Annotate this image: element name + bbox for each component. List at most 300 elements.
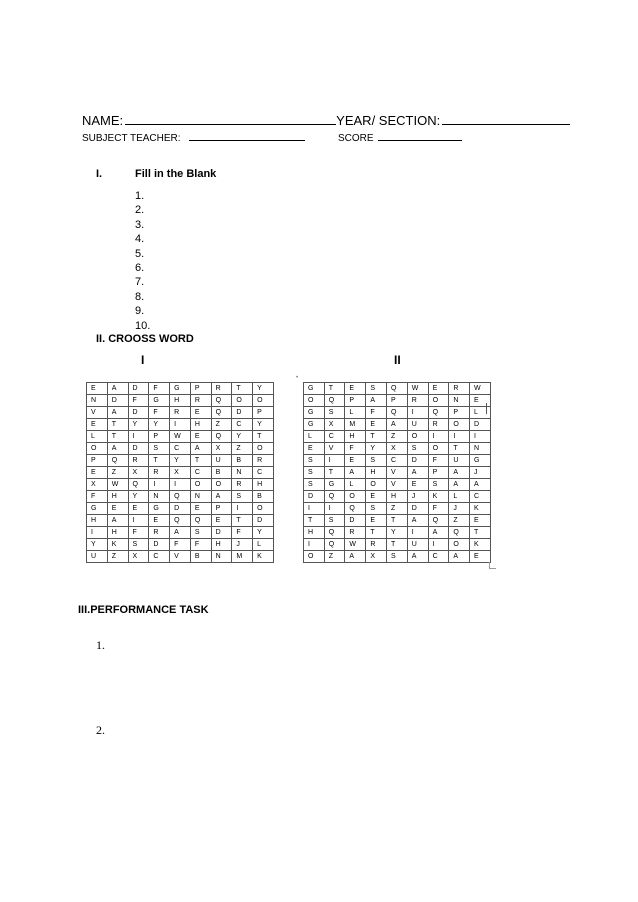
grid-cell[interactable]: I: [407, 407, 428, 419]
grid-cell[interactable]: Q: [324, 491, 345, 503]
grid-cell[interactable]: R: [232, 479, 253, 491]
grid-cell[interactable]: Q: [190, 515, 211, 527]
grid-cell[interactable]: H: [87, 515, 108, 527]
grid-cell[interactable]: S: [304, 455, 325, 467]
grid-cell[interactable]: O: [449, 419, 470, 431]
grid-cell[interactable]: Q: [107, 455, 128, 467]
grid-cell[interactable]: F: [190, 539, 211, 551]
grid-cell[interactable]: S: [149, 443, 170, 455]
grid-cell[interactable]: Q: [211, 431, 232, 443]
task-item: 1.: [96, 638, 105, 652]
grid-cell[interactable]: E: [470, 395, 491, 407]
grid-cell[interactable]: P: [190, 383, 211, 395]
grid-cell[interactable]: Y: [128, 491, 149, 503]
grid-cell[interactable]: A: [190, 443, 211, 455]
grid-row: [87, 407, 274, 419]
grid-cell[interactable]: D: [407, 455, 428, 467]
grid-cell[interactable]: D: [128, 443, 149, 455]
grid-cell[interactable]: O: [87, 443, 108, 455]
grid-cell[interactable]: T: [253, 431, 274, 443]
grid-cell[interactable]: Q: [170, 491, 191, 503]
grid-cell[interactable]: H: [387, 491, 408, 503]
grid-cell[interactable]: W: [345, 539, 366, 551]
grid-cell[interactable]: E: [87, 383, 108, 395]
list-item: 2.: [135, 204, 145, 217]
list-item: 9.: [135, 305, 145, 318]
grid-cell[interactable]: F: [366, 407, 387, 419]
grid-cell[interactable]: N: [87, 395, 108, 407]
grid-cell[interactable]: T: [387, 515, 408, 527]
grid-cell[interactable]: T: [304, 515, 325, 527]
grid-cell[interactable]: E: [190, 503, 211, 515]
name-blank[interactable]: [125, 114, 336, 125]
grid1-label: I: [141, 353, 145, 367]
grid-cell[interactable]: F: [170, 539, 191, 551]
grid-cell[interactable]: E: [470, 551, 491, 563]
grid-row: [304, 395, 491, 407]
grid-cell[interactable]: A: [407, 515, 428, 527]
grid-row: [304, 479, 491, 491]
grid-cell[interactable]: Q: [428, 515, 449, 527]
grid-cell[interactable]: S: [428, 479, 449, 491]
grid-cell[interactable]: K: [428, 491, 449, 503]
grid-cell[interactable]: C: [470, 491, 491, 503]
grid-cell[interactable]: H: [170, 395, 191, 407]
grid-cell[interactable]: L: [345, 407, 366, 419]
list-item: 1.: [135, 190, 145, 202]
grid-cell[interactable]: Z: [387, 431, 408, 443]
grid-cell[interactable]: E: [211, 515, 232, 527]
grid-cell[interactable]: S: [366, 455, 387, 467]
grid-row: [304, 407, 491, 419]
grid-cell[interactable]: A: [449, 551, 470, 563]
grid-cell[interactable]: W: [170, 431, 191, 443]
grid-cell[interactable]: H: [253, 479, 274, 491]
grid-cell[interactable]: E: [428, 383, 449, 395]
grid-cell[interactable]: U: [407, 419, 428, 431]
grid-cell[interactable]: S: [304, 479, 325, 491]
grid-row: [304, 443, 491, 455]
grid-cell[interactable]: I: [324, 503, 345, 515]
grid-cell[interactable]: H: [366, 467, 387, 479]
grid-row: [304, 383, 491, 395]
grid-cell[interactable]: Q: [324, 395, 345, 407]
grid-cell[interactable]: Q: [128, 479, 149, 491]
grid-cell[interactable]: J: [470, 467, 491, 479]
grid-cell[interactable]: T: [324, 467, 345, 479]
grid-cell[interactable]: E: [190, 407, 211, 419]
grid-cell[interactable]: R: [449, 383, 470, 395]
grid-cell[interactable]: S: [407, 443, 428, 455]
grid-cell[interactable]: A: [107, 407, 128, 419]
grid-cell[interactable]: Y: [366, 443, 387, 455]
grid-cell[interactable]: Y: [387, 527, 408, 539]
grid-cell[interactable]: Z: [324, 551, 345, 563]
grid-row: [304, 419, 491, 431]
grid-cell[interactable]: V: [170, 551, 191, 563]
grid-cell[interactable]: P: [149, 431, 170, 443]
grid-cell[interactable]: E: [407, 479, 428, 491]
grid-cell[interactable]: I: [149, 479, 170, 491]
grid-cell[interactable]: J: [232, 539, 253, 551]
grid-cell[interactable]: F: [128, 527, 149, 539]
grid-cell[interactable]: O: [428, 443, 449, 455]
grid-cell[interactable]: K: [107, 539, 128, 551]
grid-cell[interactable]: V: [387, 479, 408, 491]
grid-cell[interactable]: G: [149, 395, 170, 407]
grid-cell[interactable]: I: [304, 539, 325, 551]
grid-cell[interactable]: A: [449, 479, 470, 491]
grid-cell[interactable]: F: [87, 491, 108, 503]
grid-cell[interactable]: I: [470, 431, 491, 443]
grid-cell[interactable]: D: [107, 395, 128, 407]
grid-cell[interactable]: C: [428, 551, 449, 563]
grid-cell[interactable]: A: [107, 443, 128, 455]
grid-cell[interactable]: E: [107, 503, 128, 515]
list-item: 10.: [135, 319, 151, 332]
grid-cell[interactable]: Q: [449, 527, 470, 539]
grid-cell[interactable]: I: [232, 503, 253, 515]
grid-cell[interactable]: P: [87, 455, 108, 467]
grid-cell[interactable]: I: [324, 455, 345, 467]
grid-cell[interactable]: A: [449, 467, 470, 479]
grid-cell[interactable]: V: [87, 407, 108, 419]
grid-cell[interactable]: G: [304, 419, 325, 431]
grid-cell[interactable]: R: [345, 527, 366, 539]
grid-cell[interactable]: N: [470, 443, 491, 455]
grid-cell[interactable]: I: [128, 431, 149, 443]
grid-cell[interactable]: T: [387, 539, 408, 551]
grid-cell[interactable]: T: [324, 383, 345, 395]
grid-cell[interactable]: G: [170, 383, 191, 395]
grid-cell[interactable]: L: [449, 491, 470, 503]
grid-cell[interactable]: G: [470, 455, 491, 467]
grid-cell[interactable]: V: [387, 467, 408, 479]
grid-cell[interactable]: A: [345, 551, 366, 563]
grid-cell[interactable]: Q: [387, 383, 408, 395]
grid-cell[interactable]: U: [407, 539, 428, 551]
grid-cell[interactable]: H: [190, 419, 211, 431]
grid-cell[interactable]: F: [345, 443, 366, 455]
grid-cell[interactable]: K: [253, 551, 274, 563]
grid-cell[interactable]: Q: [211, 395, 232, 407]
grid-cell[interactable]: B: [253, 491, 274, 503]
grid-cell[interactable]: J: [407, 491, 428, 503]
grid-cell[interactable]: U: [87, 551, 108, 563]
grid-cell[interactable]: K: [470, 539, 491, 551]
grid-cell[interactable]: S: [324, 515, 345, 527]
grid-cell[interactable]: S: [387, 551, 408, 563]
grid-cell[interactable]: N: [449, 395, 470, 407]
grid-cell[interactable]: D: [232, 407, 253, 419]
grid-cell[interactable]: F: [428, 503, 449, 515]
grid-cell[interactable]: X: [211, 443, 232, 455]
grid-cell[interactable]: A: [345, 467, 366, 479]
grid-cell[interactable]: P: [253, 407, 274, 419]
grid-cell[interactable]: R: [149, 467, 170, 479]
grid-cell[interactable]: Z: [107, 467, 128, 479]
grid-cell[interactable]: Z: [211, 419, 232, 431]
grid-cell[interactable]: O: [449, 539, 470, 551]
grid-cell[interactable]: S: [304, 467, 325, 479]
grid-cell[interactable]: O: [366, 479, 387, 491]
grid-cell[interactable]: L: [87, 431, 108, 443]
grid-cell[interactable]: Q: [324, 539, 345, 551]
grid-cell[interactable]: I: [428, 431, 449, 443]
grid-cell[interactable]: P: [211, 503, 232, 515]
grid-cell[interactable]: A: [407, 467, 428, 479]
grid-cell[interactable]: R: [190, 395, 211, 407]
grid-cell[interactable]: L: [304, 431, 325, 443]
grid-cell[interactable]: R: [407, 395, 428, 407]
grid-cell[interactable]: O: [253, 503, 274, 515]
grid-cell[interactable]: C: [253, 467, 274, 479]
grid-cell[interactable]: F: [149, 407, 170, 419]
grid-cell[interactable]: A: [107, 383, 128, 395]
grid-cell[interactable]: E: [190, 431, 211, 443]
grid-cell[interactable]: D: [345, 515, 366, 527]
grid-cell[interactable]: A: [170, 527, 191, 539]
grid-cell[interactable]: E: [149, 515, 170, 527]
grid-cell[interactable]: F: [149, 383, 170, 395]
grid-cell[interactable]: D: [304, 491, 325, 503]
grid-cell[interactable]: E: [366, 515, 387, 527]
grid-cell[interactable]: I: [304, 503, 325, 515]
tick-mark: •: [296, 375, 299, 381]
grid-cell[interactable]: T: [190, 455, 211, 467]
grid-cell[interactable]: M: [345, 419, 366, 431]
name-label: NAME:: [82, 113, 124, 128]
grid-cell[interactable]: G: [304, 407, 325, 419]
grid-cell[interactable]: M: [232, 551, 253, 563]
grid-cell[interactable]: Y: [253, 419, 274, 431]
grid-cell[interactable]: D: [128, 383, 149, 395]
grid-cell[interactable]: D: [170, 503, 191, 515]
grid-cell[interactable]: Q: [345, 503, 366, 515]
grid-cell[interactable]: O: [211, 479, 232, 491]
grid-cell[interactable]: N: [190, 491, 211, 503]
grid-cell[interactable]: O: [253, 443, 274, 455]
grid-cell[interactable]: K: [470, 503, 491, 515]
grid-cell[interactable]: F: [428, 455, 449, 467]
grid-cell[interactable]: T: [449, 443, 470, 455]
grid-cell[interactable]: I: [87, 527, 108, 539]
grid-cell[interactable]: A: [366, 395, 387, 407]
grid-cell[interactable]: L: [470, 407, 491, 419]
grid-cell[interactable]: W: [407, 383, 428, 395]
grid-cell[interactable]: Y: [87, 539, 108, 551]
grid-row: [87, 419, 274, 431]
grid-cell[interactable]: F: [232, 527, 253, 539]
grid-cell[interactable]: R: [149, 527, 170, 539]
grid-cell[interactable]: C: [190, 467, 211, 479]
grid-cell[interactable]: J: [449, 503, 470, 515]
grid-cell[interactable]: Y: [128, 419, 149, 431]
grid-cell[interactable]: D: [407, 503, 428, 515]
grid-cell[interactable]: W: [470, 383, 491, 395]
grid-row: [87, 503, 274, 515]
grid-cell[interactable]: B: [190, 551, 211, 563]
grid-cell[interactable]: C: [232, 419, 253, 431]
grid-cell[interactable]: N: [149, 491, 170, 503]
grid-cell[interactable]: D: [128, 407, 149, 419]
grid-cell[interactable]: R: [211, 383, 232, 395]
grid-cell[interactable]: I: [407, 527, 428, 539]
grid-cell[interactable]: G: [149, 503, 170, 515]
grid-cell[interactable]: I: [128, 515, 149, 527]
grid-cell[interactable]: P: [428, 467, 449, 479]
score-line: [338, 132, 462, 144]
grid-row: [87, 515, 274, 527]
grid-cell[interactable]: P: [345, 395, 366, 407]
grid-cell[interactable]: I: [170, 419, 191, 431]
grid-cell[interactable]: H: [211, 539, 232, 551]
grid-cell[interactable]: U: [449, 455, 470, 467]
grid-cell[interactable]: Z: [107, 551, 128, 563]
grid-cell[interactable]: Y: [170, 455, 191, 467]
grid-cell[interactable]: C: [170, 443, 191, 455]
grid-cell[interactable]: W: [107, 479, 128, 491]
grid-cell[interactable]: O: [253, 395, 274, 407]
grid-cell[interactable]: E: [87, 467, 108, 479]
grid-cell[interactable]: T: [107, 419, 128, 431]
grid-cell[interactable]: O: [407, 431, 428, 443]
grid-cell[interactable]: E: [366, 491, 387, 503]
grid-cell[interactable]: O: [428, 395, 449, 407]
grid-cell[interactable]: R: [366, 539, 387, 551]
grid-cell[interactable]: I: [428, 539, 449, 551]
grid-cell[interactable]: S: [324, 407, 345, 419]
table-corner-marker: [489, 562, 496, 569]
grid-cell[interactable]: D: [211, 527, 232, 539]
grid-cell[interactable]: S: [190, 527, 211, 539]
grid-cell[interactable]: R: [128, 455, 149, 467]
grid-cell[interactable]: P: [387, 395, 408, 407]
grid-cell[interactable]: X: [128, 467, 149, 479]
grid-cell[interactable]: T: [470, 527, 491, 539]
section2-title: II. CROOSS WORD: [96, 333, 194, 345]
grid-cell[interactable]: G: [324, 479, 345, 491]
grid-cell[interactable]: R: [170, 407, 191, 419]
grid-cell[interactable]: Y: [232, 431, 253, 443]
grid-cell[interactable]: N: [211, 551, 232, 563]
grid-cell[interactable]: Y: [253, 527, 274, 539]
grid-cell[interactable]: B: [232, 455, 253, 467]
grid-cell[interactable]: Q: [211, 407, 232, 419]
grid-cell[interactable]: E: [87, 419, 108, 431]
grid-cell[interactable]: E: [304, 443, 325, 455]
grid-cell[interactable]: Y: [149, 419, 170, 431]
grid-cell[interactable]: L: [345, 479, 366, 491]
grid-cell[interactable]: V: [324, 443, 345, 455]
grid-cell[interactable]: S: [232, 491, 253, 503]
grid-cell[interactable]: A: [387, 419, 408, 431]
grid-cell[interactable]: H: [304, 527, 325, 539]
grid-cell[interactable]: S: [366, 383, 387, 395]
grid-cell[interactable]: U: [211, 455, 232, 467]
grid-cell[interactable]: E: [366, 419, 387, 431]
list-item: 5.: [135, 247, 145, 260]
grid-cell[interactable]: O: [304, 551, 325, 563]
grid-cell[interactable]: T: [366, 527, 387, 539]
grid-cell[interactable]: E: [128, 503, 149, 515]
grid-cell[interactable]: Z: [449, 515, 470, 527]
grid-cell[interactable]: E: [345, 455, 366, 467]
grid-cell[interactable]: Q: [324, 527, 345, 539]
grid-cell[interactable]: T: [366, 431, 387, 443]
grid-cell[interactable]: D: [149, 539, 170, 551]
grid-cell[interactable]: D: [470, 419, 491, 431]
grid-cell[interactable]: O: [232, 395, 253, 407]
grid-cell[interactable]: R: [253, 455, 274, 467]
grid-cell[interactable]: L: [253, 539, 274, 551]
fill-in-blank-list: [135, 189, 150, 333]
grid-cell[interactable]: Z: [232, 443, 253, 455]
grid-cell[interactable]: N: [232, 467, 253, 479]
grid-cell[interactable]: E: [470, 515, 491, 527]
score-blank[interactable]: [378, 132, 462, 141]
grid-cell[interactable]: B: [211, 467, 232, 479]
grid-cell[interactable]: O: [190, 479, 211, 491]
grid-cell[interactable]: T: [232, 383, 253, 395]
grid-cell[interactable]: C: [324, 431, 345, 443]
grid-cell[interactable]: C: [387, 455, 408, 467]
grid-cell[interactable]: S: [366, 503, 387, 515]
grid-cell[interactable]: T: [107, 431, 128, 443]
grid-cell[interactable]: H: [107, 491, 128, 503]
grid-cell[interactable]: Y: [253, 383, 274, 395]
grid-cell[interactable]: A: [470, 479, 491, 491]
grid-cell[interactable]: C: [149, 551, 170, 563]
grid-cell[interactable]: A: [107, 515, 128, 527]
subject-teacher-blank[interactable]: [189, 132, 305, 141]
grid-cell[interactable]: I: [449, 431, 470, 443]
grid-cell[interactable]: X: [87, 479, 108, 491]
grid-cell[interactable]: X: [170, 467, 191, 479]
subject-teacher-line: [82, 132, 305, 144]
grid-cell[interactable]: I: [170, 479, 191, 491]
grid-cell[interactable]: A: [407, 551, 428, 563]
grid-cell[interactable]: A: [211, 491, 232, 503]
grid-cell[interactable]: R: [428, 419, 449, 431]
grid-cell[interactable]: F: [128, 395, 149, 407]
grid-row: [87, 395, 274, 407]
grid-cell[interactable]: G: [87, 503, 108, 515]
grid-cell[interactable]: D: [253, 515, 274, 527]
grid-cell[interactable]: T: [232, 515, 253, 527]
grid-cell[interactable]: Q: [428, 407, 449, 419]
grid-cell[interactable]: G: [304, 383, 325, 395]
grid-cell[interactable]: X: [366, 551, 387, 563]
grid-cell[interactable]: Q: [387, 407, 408, 419]
grid-cell[interactable]: O: [304, 395, 325, 407]
grid-cell[interactable]: H: [345, 431, 366, 443]
grid-cell[interactable]: E: [345, 383, 366, 395]
grid-cell[interactable]: Z: [387, 503, 408, 515]
grid-cell[interactable]: T: [149, 455, 170, 467]
grid-cell[interactable]: Q: [170, 515, 191, 527]
grid-cell[interactable]: A: [428, 527, 449, 539]
grid-row: [87, 491, 274, 503]
grid-cell[interactable]: X: [387, 443, 408, 455]
grid-cell[interactable]: X: [324, 419, 345, 431]
grid-cell[interactable]: O: [345, 491, 366, 503]
grid-cell[interactable]: S: [128, 539, 149, 551]
year-section-blank[interactable]: [442, 114, 570, 125]
grid-cell[interactable]: X: [128, 551, 149, 563]
grid-cell[interactable]: P: [449, 407, 470, 419]
grid-cell[interactable]: H: [107, 527, 128, 539]
